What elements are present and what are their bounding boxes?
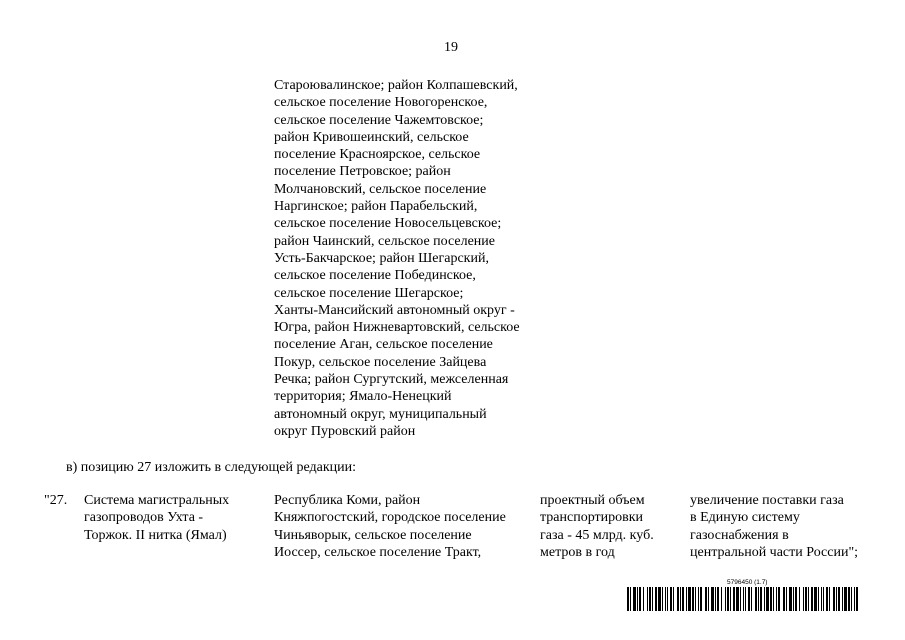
- amendment-intro: в) позицию 27 изложить в следующей редакции:: [66, 460, 357, 475]
- capacity-line: метров в год: [540, 544, 615, 560]
- region-line: сельское поселение Чажемтовское;: [274, 112, 484, 128]
- region-line: сельское поселение Новосельцевское;: [274, 216, 502, 232]
- location-line: Республика Коми, район: [274, 493, 421, 508]
- barcode-caption: 5796450 (1.7): [727, 579, 768, 586]
- region-line: сельское поселение Побединское,: [274, 268, 476, 284]
- capacity-line: транспортировки: [540, 510, 644, 526]
- purpose-cell: [690, 492, 858, 561]
- region-line: Ханты-Мансийский автономный округ -: [274, 302, 515, 318]
- region-line: Наргинское; район Парабельский,: [274, 199, 478, 215]
- capacity-line: проектный объем: [540, 493, 645, 508]
- capacity-cell: [540, 492, 654, 561]
- region-line: район Чаинский, сельское поселение: [274, 233, 495, 249]
- region-line: поселение Красноярское, сельское: [274, 147, 481, 163]
- object-name-line: Система магистральных: [84, 493, 230, 508]
- page-number: 19: [444, 40, 458, 55]
- region-line: Покур, сельское поселение Зайцева: [274, 354, 487, 370]
- object-name-line: газопроводов Ухта -: [84, 510, 204, 526]
- purpose-line: увеличение поставки газа: [690, 493, 844, 508]
- purpose-line: газоснабжения в: [690, 527, 789, 543]
- location-cell: [274, 492, 506, 561]
- capacity-line: газа - 45 млрд. куб.: [540, 527, 654, 543]
- region-line: Речка; район Сургутский, межселенная: [274, 372, 509, 388]
- region-line: Староювалинское; район Колпашевский,: [274, 78, 518, 93]
- purpose-line: в Единую систему: [690, 510, 800, 526]
- region-list-continuation: [274, 77, 520, 440]
- location-line: Иоссер, сельское поселение Тракт,: [274, 544, 482, 560]
- region-line: территория; Ямало-Ненецкий: [274, 389, 452, 405]
- region-line: округ Пуровский район: [274, 423, 416, 439]
- region-line: поселение Петровское; район: [274, 164, 451, 180]
- region-line: Югра, район Нижневартовский, сельское: [274, 320, 520, 336]
- region-line: автономный округ, муниципальный: [274, 406, 487, 422]
- location-line: Княжпогостский, городское поселение: [274, 510, 506, 526]
- object-name-cell: [84, 492, 229, 544]
- region-line: сельское поселение Шегарское;: [274, 285, 464, 301]
- purpose-line: центральной части России";: [690, 544, 859, 560]
- region-line: район Кривошеинский, сельское: [274, 129, 469, 145]
- object-name-line: Торжок. II нитка (Ямал): [84, 527, 227, 543]
- barcode-icon: [627, 587, 859, 611]
- region-line: сельское поселение Новогоренское,: [274, 95, 488, 111]
- region-line: Молчановский, сельское поселение: [274, 181, 487, 197]
- location-line: Чиньяворык, сельское поселение: [274, 527, 472, 543]
- position-number: "27.: [44, 493, 68, 508]
- region-line: Усть-Бакчарское; район Шегарский,: [274, 250, 489, 266]
- region-line: поселение Аган, сельское поселение: [274, 337, 493, 353]
